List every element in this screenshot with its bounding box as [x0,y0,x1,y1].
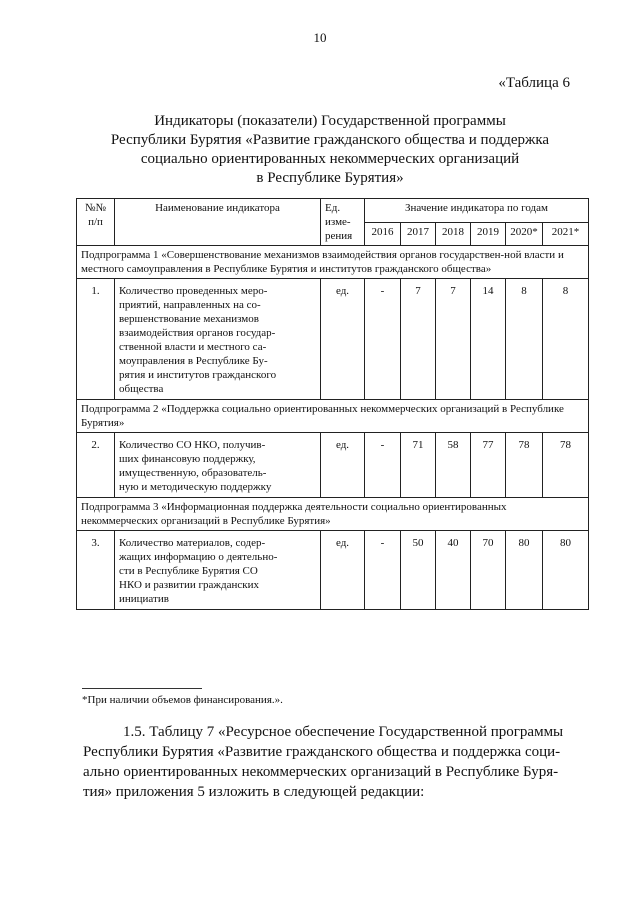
row-value: 58 [436,433,471,498]
row-value: 7 [436,279,471,400]
name-line: ную и методическую поддержку [119,481,272,493]
title-line: социально ориентированных некоммерческих организаций [140,151,520,167]
row-value: - [365,531,401,610]
paragraph-line: тия» приложения 5 изложить в следующей редакции: [83,784,425,800]
amendment-paragraph [83,722,593,802]
row-value: 71 [401,433,436,498]
subprogram-2-title: Подпрограмма 2 «Поддержка социально ориентированных некоммерческих организаций в Республике Бурятия» [77,400,589,433]
name-line: общества [119,383,164,395]
header-unit: Ед. изме-рения [321,199,365,246]
paragraph-line: 1.5. Таблицу 7 «Ресурсное обеспечение Государственной программы [123,724,564,740]
row-num: 2. [77,433,115,498]
subprogram-row [77,498,589,531]
header-years-title: Значение индикатора по годам [365,199,589,223]
subprogram-1-title: Подпрограмма 1 «Совершенствование механизмов взаимодействия органов государствен-ной власти и местного самоуправления в Республике Бурятия и институтов гражданского общества» [77,246,589,279]
row-num: 3. [77,531,115,610]
table-row [77,433,589,498]
name-line: Количество проведенных меро- [119,285,268,297]
name-line: приятий, направленных на со- [119,299,261,311]
title-line: Индикаторы (показатели) Государственной программы [154,113,506,129]
row-unit: ед. [321,279,365,400]
header-year: 2019 [471,222,506,246]
header-year: 2020* [506,222,543,246]
name-line: взаимодействия органов государ- [119,327,276,339]
header-year: 2018 [436,222,471,246]
page-number: 10 [313,30,327,45]
subprogram-row [77,400,589,433]
title-line: Республики Бурятия «Развитие гражданского общества и поддержка [110,132,550,148]
name-line: сти в Республике Бурятия СО [119,565,258,577]
name-line: инициатив [119,593,169,605]
name-line: НКО и развитии гражданских [119,579,259,591]
row-indicator-name [115,433,321,498]
name-line: вершенствование механизмов [119,313,259,325]
name-line: моуправления в Республике Бу- [119,355,268,367]
indicators-table [76,198,589,610]
row-value: - [365,279,401,400]
subprogram-row [77,246,589,279]
footnote-divider [82,688,202,689]
row-value: - [365,433,401,498]
header-num: №№ п/п [77,199,115,246]
row-value: 78 [506,433,543,498]
paragraph-line: Республики Бурятия «Развитие гражданского общества и поддержка соци- [83,744,561,760]
paragraph-line: ально ориентированных некоммерческих организаций в Республике Буря- [83,764,559,780]
row-indicator-name [115,531,321,610]
row-value: 80 [543,531,589,610]
title-line: в Республике Бурятия» [256,170,404,186]
row-unit: ед. [321,531,365,610]
row-value: 40 [436,531,471,610]
name-line: Количество СО НКО, получив- [119,439,266,451]
table-caption: «Таблица 6 [498,75,570,91]
header-year: 2017 [401,222,436,246]
name-line: ственной власти и местного са- [119,341,267,353]
header-year: 2021* [543,222,589,246]
row-value: 14 [471,279,506,400]
name-line: рятия и институтов гражданского [119,369,277,381]
footnote: *При наличии объемов финансирования.». [82,694,283,706]
name-line: Количество материалов, содер- [119,537,266,549]
table-title [70,112,590,188]
header-name: Наименование индикатора [115,199,321,246]
table-row [77,531,589,610]
row-value: 8 [543,279,589,400]
row-value: 80 [506,531,543,610]
row-value: 8 [506,279,543,400]
table-header-row [77,199,589,223]
row-value: 77 [471,433,506,498]
row-value: 78 [543,433,589,498]
name-line: жащих информацию о деятельно- [119,551,278,563]
table-row [77,279,589,400]
header-year: 2016 [365,222,401,246]
row-indicator-name [115,279,321,400]
subprogram-3-title: Подпрограмма 3 «Информационная поддержка деятельности социально ориентированных некоммерческих организаций в Республике Бурятия» [77,498,589,531]
row-value: 7 [401,279,436,400]
name-line: имущественную, образователь- [119,467,267,479]
row-value: 70 [471,531,506,610]
name-line: ших финансовую поддержку, [119,453,256,465]
row-value: 50 [401,531,436,610]
row-unit: ед. [321,433,365,498]
row-num: 1. [77,279,115,400]
